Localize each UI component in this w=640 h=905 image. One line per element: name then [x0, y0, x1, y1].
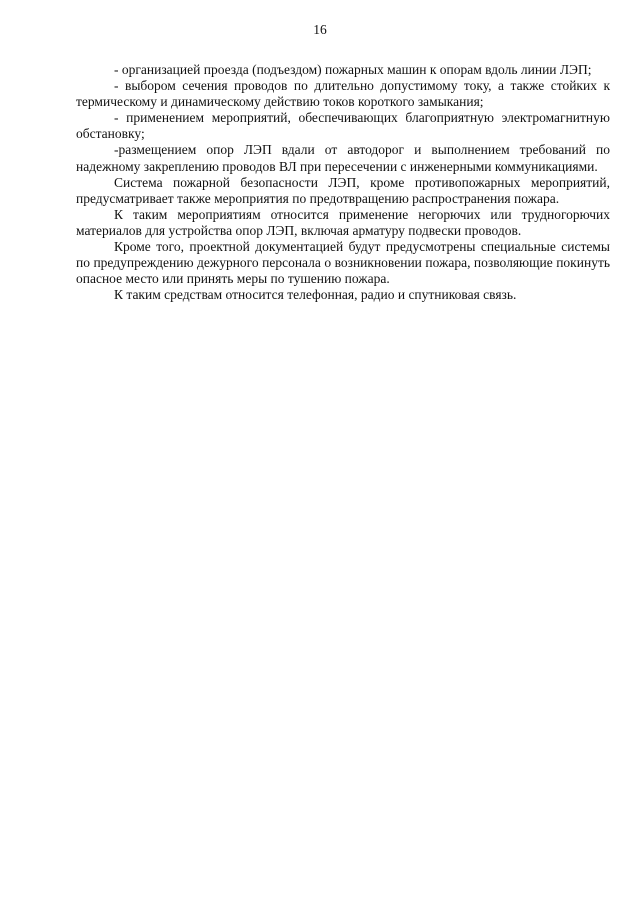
- paragraph-communication: К таким средствам относится телефонная, радио и спутниковая связь.: [114, 287, 517, 303]
- page-number: 16: [313, 22, 327, 37]
- paragraph-wire-section: - выбором сечения проводов по длительно допустимому току, а также стойких к термическому и динамическому действию токов короткого замыкания;: [76, 78, 610, 110]
- paragraph-fire-safety-system: Система пожарной безопасности ЛЭП, кроме противопожарных мероприятий, предусматривает также мероприятия по предотвращению распространения пожара.: [76, 174, 610, 206]
- paragraph-noncombustible-materials: К таким мероприятиям относится применение негорючих или трудногорючих материалов для устройства опор ЛЭП, включая арматуру подвески проводов.: [76, 206, 610, 238]
- paragraph-fire-truck-access: - организацией проезда (подъездом) пожарных машин к опорам вдоль линии ЛЭП;: [114, 62, 592, 77]
- paragraph-warning-systems: Кроме того, проектной документацией будут предусмотрены специальные системы по предупреждению дежурного персонала о возникновении пожара, позволяющие покинуть опасное место или принять меры по тушению пожара.: [76, 239, 610, 287]
- paragraph-electromagnetic: - применением мероприятий, обеспечивающих благоприятную электромагнитную обстановку;: [76, 110, 610, 142]
- paragraph-pole-placement: -размещением опор ЛЭП вдали от автодорог и выполнением требований по надежному закреплению проводов ВЛ при пересечении с инженерными коммуникациями.: [76, 142, 610, 174]
- document-body: [76, 62, 610, 303]
